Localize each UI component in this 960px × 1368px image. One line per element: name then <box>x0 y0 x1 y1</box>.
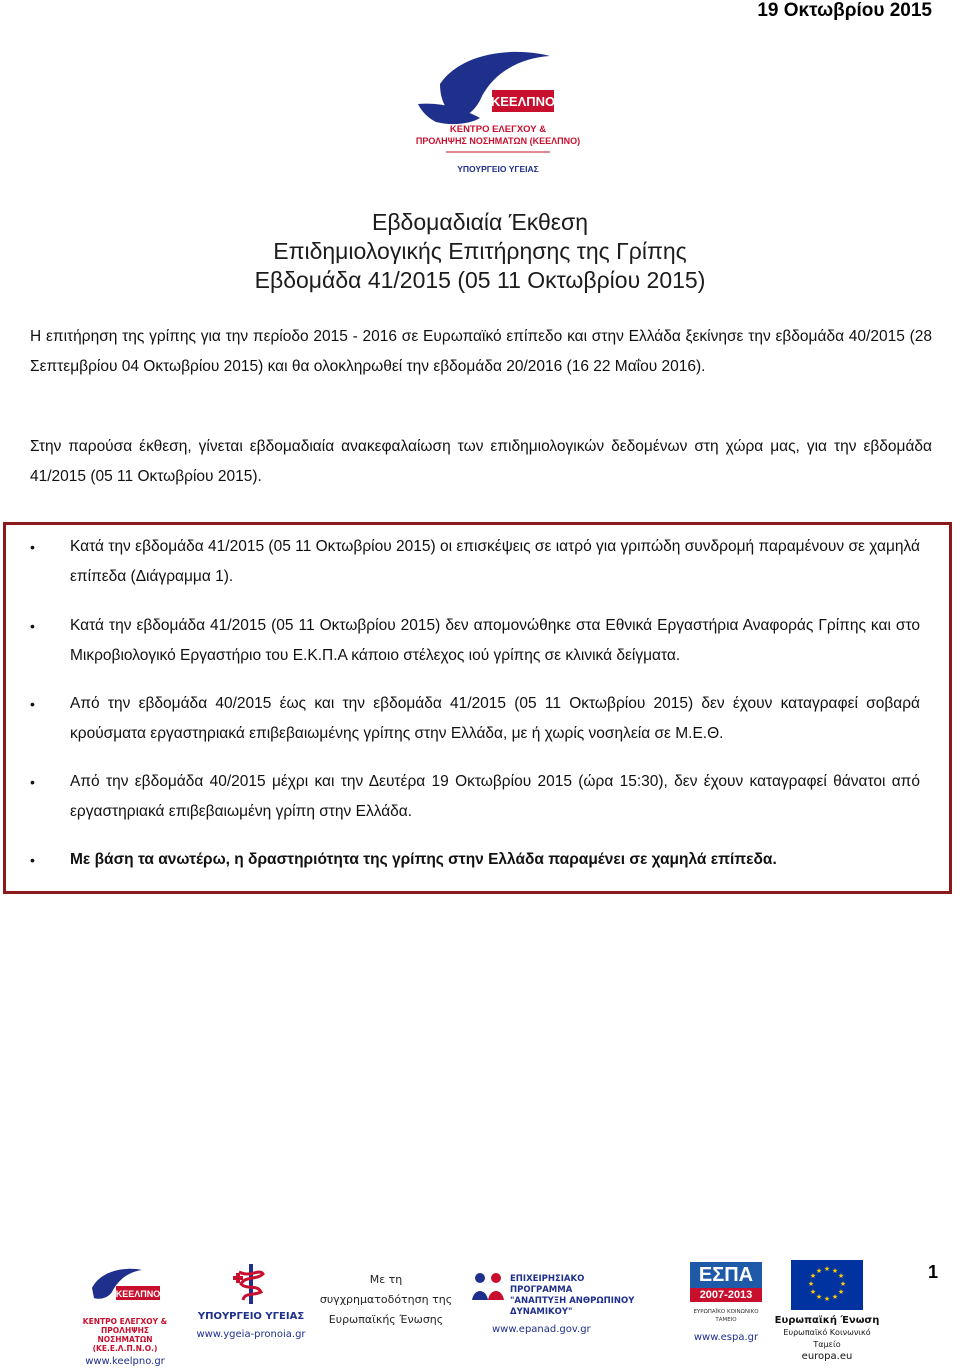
footer-espa-logo: ΕΣΠΑ 2007-2013 ΕΥΡΩΠΑΪΚΟ ΚΟΙΝΩΝΙΚΟ ΤΑΜΕΙΟ www.espa.gr <box>690 1262 762 1347</box>
bullet-icon: • <box>30 696 35 712</box>
svg-text:★: ★ <box>815 1293 823 1301</box>
eu-flag-icon <box>791 1260 863 1310</box>
bullet-icon: • <box>30 618 35 634</box>
svg-text:★: ★ <box>807 1280 815 1288</box>
cofunded-notice: Με τη συγχρηματοδότηση της Ευρωπαϊκής Ένωσης <box>319 1273 453 1326</box>
caduceus-icon <box>231 1262 271 1306</box>
footer-epanad-logo: ΕΠΙΧΕΙΡΗΣΙΑΚΟ ΠΡΟΓΡΑΜΜΑ "ΑΝΑΠΤΥΞΗ ΑΝΘΡΩΠΙΝΟΥ ΔΥΝΑΜΙΚΟΥ" www.epanad.gov.gr <box>470 1270 640 1350</box>
svg-text:★: ★ <box>831 1267 839 1275</box>
keelpno-logo <box>400 44 596 180</box>
logo-badge-text: ΚΕΕΛΠΝΟ <box>490 94 556 109</box>
bullet-icon: • <box>30 774 35 790</box>
svg-text:★: ★ <box>809 1288 817 1296</box>
svg-text:ΚΕΝΤΡΟ ΕΛΕΓΧΟΥ &: ΚΕΝΤΡΟ ΕΛΕΓΧΟΥ & <box>449 124 547 135</box>
report-date: 19 Οκτωβρίου 2015 <box>757 0 932 21</box>
espa-url[interactable]: www.espa.gr <box>693 1332 759 1343</box>
footer-eu-logo: ★ ★ ★ ★ ★ ★ ★ ★ ★ ★ ★ ★ Ευρωπαϊκή Ένωση Ευρωπαϊκό Κοινωνικό Ταμείο europa.eu <box>772 1260 882 1350</box>
keelpno-bird-icon <box>70 1262 180 1312</box>
ministry-url[interactable]: www.ygeia-pronoia.gr <box>196 1329 306 1340</box>
title-line-1: Εβδομαδιαία Έκθεση <box>371 209 588 235</box>
intro-paragraph-1: Η επιτήρηση της γρίπης για την περίοδο 2015 - 2016 σε Ευρωπαϊκό επίπεδο και στην Ελλάδα ξεκίνησε την εβδομάδα 40/2015 (28 Σεπτεμβρίου 04 Οκτωβρίου 2015) και θα ολοκληρωθεί την εβδομάδα 20/2016 (16 22 Μαΐου 2016). <box>30 328 932 375</box>
report-title <box>0 208 960 295</box>
page-number: 1 <box>927 1262 938 1282</box>
svg-text:★: ★ <box>809 1272 817 1280</box>
people-icon <box>470 1270 506 1306</box>
footer-keelpno-logo: ΚΕΕΛΠΝΟ ΚΕΝΤΡΟ ΕΛΕΓΧΟΥ & ΠΡΟΛΗΨΗΣ ΝΟΣΗΜΑΤΩΝ (ΚΕ.Ε.Λ.Π.Ν.Ο.) www.keelpno.gr <box>70 1262 180 1347</box>
bullet-icon: • <box>30 852 35 868</box>
svg-text:ΥΠΟΥΡΓΕΙΟ ΥΓΕΙΑΣ: ΥΠΟΥΡΓΕΙΟ ΥΓΕΙΑΣ <box>457 164 539 174</box>
title-line-2: Επιδημιολογικής Επιτήρησης της Γρίπης <box>273 238 687 264</box>
svg-text:★: ★ <box>839 1280 847 1288</box>
epanad-url[interactable]: www.epanad.gov.gr <box>492 1324 591 1335</box>
svg-text:★: ★ <box>815 1267 823 1275</box>
svg-text:★: ★ <box>837 1288 845 1296</box>
title-line-3: Εβδομάδα 41/2015 (05 11 Οκτωβρίου 2015) <box>254 267 706 293</box>
intro-paragraph-2: Στην παρούσα έκθεση, γίνεται εβδομαδιαία ανακεφαλαίωση των επιδημιολογικών δεδομένων στη χώρα μας, για την εβδομάδα 41/2015 (05 11 Οκτωβρίου 2015). <box>30 438 932 485</box>
svg-text:ΚΕΕΛΠΝΟ: ΚΕΕΛΠΝΟ <box>115 1289 161 1299</box>
svg-text:ΠΡΟΛΗΨΗΣ ΝΟΣΗΜΑΤΩΝ (ΚΕΕΛΠΝΟ): ΠΡΟΛΗΨΗΣ ΝΟΣΗΜΑΤΩΝ (ΚΕΕΛΠΝΟ) <box>415 136 581 146</box>
footer-ministry-logo: ΥΠΟΥΡΓΕΙΟ ΥΓΕΙΑΣ www.ygeia-pronoia.gr <box>196 1262 306 1347</box>
svg-text:★: ★ <box>823 1295 831 1303</box>
svg-text:★: ★ <box>837 1272 845 1280</box>
bullet-icon: • <box>30 539 35 555</box>
svg-text:★: ★ <box>831 1293 839 1301</box>
eu-url[interactable]: europa.eu <box>801 1351 853 1362</box>
svg-text:★: ★ <box>823 1265 831 1273</box>
keelpno-url[interactable]: www.keelpno.gr <box>85 1356 165 1367</box>
